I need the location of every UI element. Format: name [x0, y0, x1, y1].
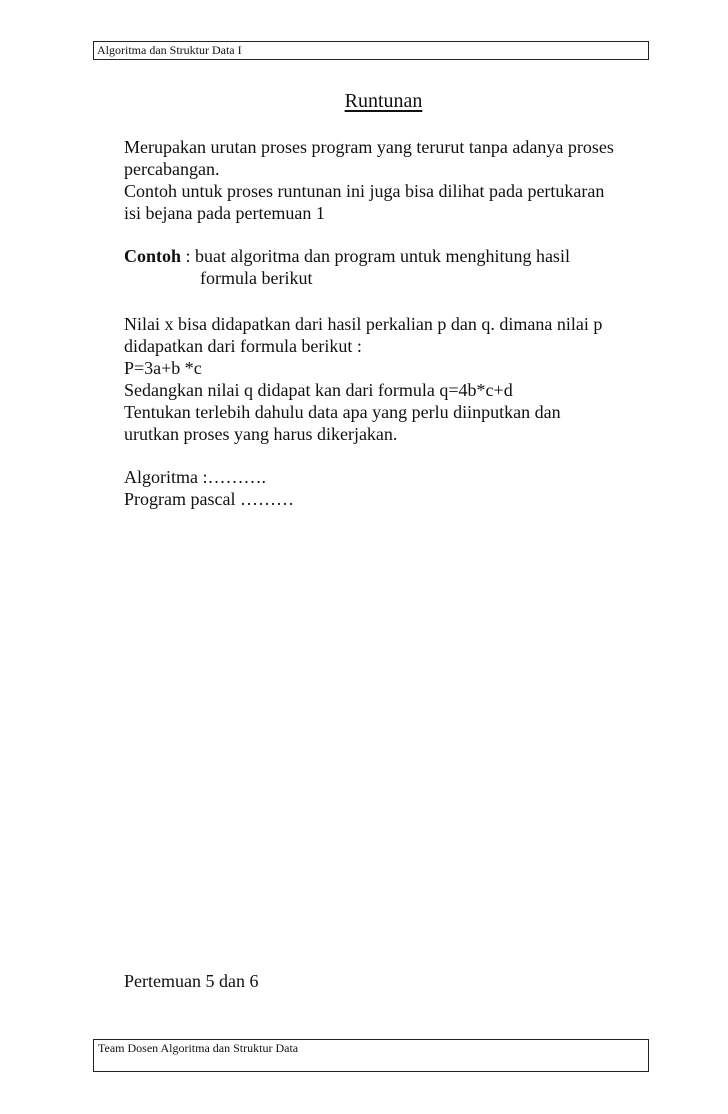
contoh-label: Contoh — [124, 246, 182, 266]
problem-line: Nilai x bisa didapatkan dari hasil perkalian p dan q. dimana nilai p — [124, 314, 603, 334]
intro-line: isi bejana pada pertemuan 1 — [124, 203, 325, 223]
contoh-continuation: formula berikut — [200, 268, 313, 288]
problem-line: didapatkan dari formula berikut : — [124, 336, 362, 356]
header-text: Algoritma dan Struktur Data I — [97, 43, 242, 57]
intro-line: Contoh untuk proses runtunan ini juga bisa dilihat pada pertukaran — [124, 181, 605, 201]
page-title: Runtunan — [344, 90, 423, 112]
algoritma-line: Algoritma :………. — [124, 467, 266, 487]
problem-line: urutkan proses yang harus dikerjakan. — [124, 424, 398, 444]
footer-text: Team Dosen Algoritma dan Struktur Data — [98, 1041, 299, 1055]
contoh-line — [124, 245, 570, 267]
intro-line: Merupakan urutan proses program yang terurut tanpa adanya proses — [124, 137, 614, 157]
program-line: Program pascal ……… — [124, 489, 294, 509]
intro-line: percabangan. — [124, 159, 220, 179]
contoh-text: : buat algoritma dan program untuk menghitung hasil — [181, 246, 570, 266]
page-header — [93, 41, 649, 60]
pertemuan-line: Pertemuan 5 dan 6 — [124, 971, 259, 991]
page-footer — [93, 1039, 649, 1072]
problem-line: Sedangkan nilai q didapat kan dari formula q=4b*c+d — [124, 380, 513, 400]
problem-line: P=3a+b *c — [124, 358, 202, 378]
problem-line: Tentukan terlebih dahulu data apa yang perlu diinputkan dan — [124, 402, 561, 422]
